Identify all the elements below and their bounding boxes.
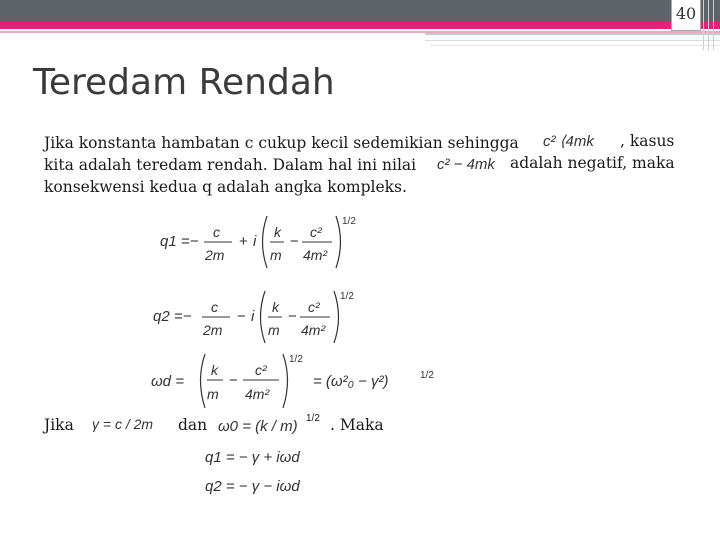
exponent: 1/2 xyxy=(420,370,434,381)
decor-vline xyxy=(708,0,709,50)
frac-num: c² xyxy=(310,224,322,240)
plus-sign: + xyxy=(239,233,248,250)
decor-line xyxy=(425,40,720,41)
paren-left xyxy=(261,291,266,343)
exponent: 1/2 xyxy=(340,291,354,302)
frac-num: c xyxy=(213,224,220,240)
equation-q1 xyxy=(150,212,370,270)
inline-discriminant: c² − 4mk xyxy=(437,156,495,173)
minus-sign: − xyxy=(190,233,199,250)
frac-den: m xyxy=(268,322,280,338)
dan-text: dan xyxy=(178,416,208,434)
frac-den: 2m xyxy=(203,322,223,338)
q1-result: q1 = − γ + iωd xyxy=(205,449,300,466)
minus-sign: − xyxy=(288,308,297,325)
paragraph-text: adalah negatif, maka xyxy=(510,154,675,172)
imag-unit: i xyxy=(253,233,257,250)
imag-unit: i xyxy=(251,308,255,325)
paragraph-line-3: konsekwensi kedua q adalah angka kompleks. xyxy=(44,178,407,196)
paren-left xyxy=(263,216,268,268)
maka-text: . Maka xyxy=(330,416,384,434)
decor-line xyxy=(425,33,720,35)
frac-den: 4m² xyxy=(245,386,270,402)
minus-sign: − xyxy=(229,372,238,389)
q1-lhs: q1 = xyxy=(160,233,190,250)
paragraph-text: kita adalah teredam rendah. Dalam hal ini nilai xyxy=(44,156,417,174)
frac-den: 2m xyxy=(205,247,225,263)
decor-line xyxy=(430,45,720,46)
frac-num: k xyxy=(272,299,279,315)
paren-right xyxy=(336,216,341,268)
frac-num: k xyxy=(211,362,218,378)
frac-num: c² xyxy=(255,362,267,378)
decor-vline xyxy=(713,0,714,50)
header-bar xyxy=(0,0,720,22)
exponent: 1/2 xyxy=(342,216,356,227)
omega-lhs: ωd = xyxy=(151,373,184,390)
q2-lhs: q2 = xyxy=(153,308,183,325)
minus-sign: − xyxy=(237,308,246,325)
frac-den: m xyxy=(207,386,219,402)
omega0-definition: ω0 = (k / m) xyxy=(218,418,298,435)
paren-right xyxy=(334,291,339,343)
paren-right xyxy=(283,354,288,408)
paragraph-text: , kasus xyxy=(620,132,675,150)
exponent: 1/2 xyxy=(306,413,320,424)
equation-omega-d xyxy=(145,350,445,410)
minus-sign: − xyxy=(183,308,192,325)
q2-result: q2 = − γ − iωd xyxy=(205,478,300,495)
jika-text: Jika xyxy=(44,416,74,434)
frac-den: m xyxy=(270,247,282,263)
page-number: 40 xyxy=(675,4,697,23)
decor-vline xyxy=(703,0,704,50)
equation-q2 xyxy=(145,287,365,345)
inline-condition: c² ⟨4mk xyxy=(543,133,594,150)
gamma-definition: γ = c / 2m xyxy=(92,416,154,432)
frac-den: 4m² xyxy=(301,322,326,338)
paren-left xyxy=(201,354,206,408)
paragraph-text: Jika konstanta hambatan c cukup kecil sedemikian sehingga xyxy=(44,134,519,152)
frac-den: 4m² xyxy=(303,247,328,263)
slide-title: Teredam Rendah xyxy=(33,62,335,103)
omega-rhs: = (ω²₀ − γ²) xyxy=(313,373,389,390)
minus-sign: − xyxy=(290,233,299,250)
frac-num: c² xyxy=(308,299,320,315)
frac-num: c xyxy=(211,299,218,315)
frac-num: k xyxy=(274,224,281,240)
accent-bar xyxy=(0,22,720,29)
exponent: 1/2 xyxy=(289,354,303,365)
